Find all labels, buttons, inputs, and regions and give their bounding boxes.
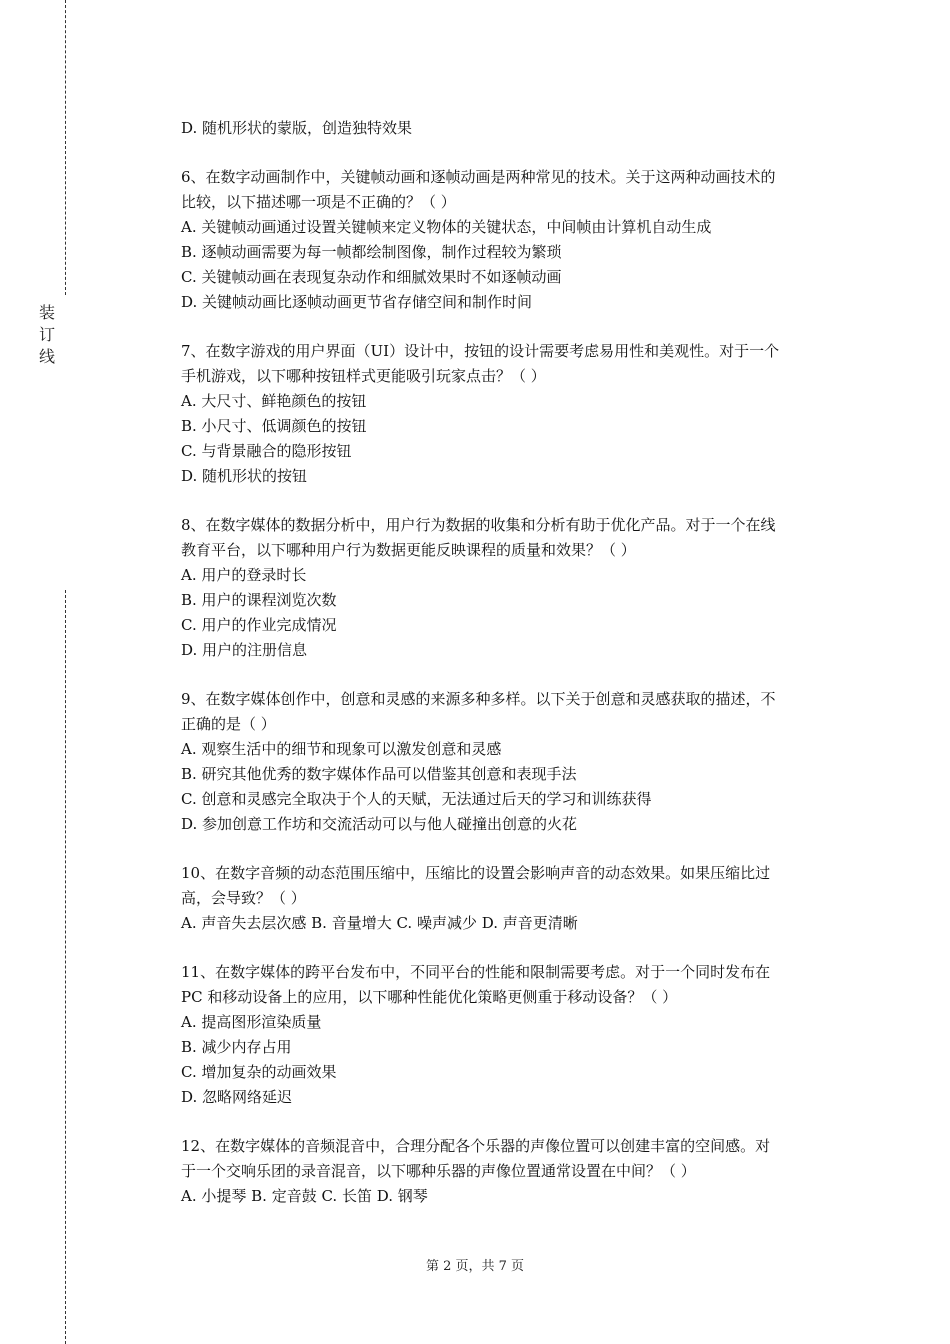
option-a: A. 提高图形渲染质量 [181, 1013, 322, 1031]
option-c: C. 增加复杂的动画效果 [181, 1063, 337, 1081]
binding-label-char: 订 [38, 325, 55, 344]
question-stem: 教育平台，以下哪种用户行为数据更能反映课程的质量和效果？（ ） [181, 541, 636, 559]
question-9 [181, 687, 841, 837]
question-stem: 11、在数字媒体的跨平台发布中，不同平台的性能和限制需要考虑。对于一个同时发布在 [181, 963, 771, 981]
option-a: A. 用户的登录时长 [181, 566, 307, 584]
binding-dashed-line-bottom [65, 590, 66, 1344]
question-12 [181, 1134, 841, 1209]
option-d: D. 随机形状的按钮 [181, 467, 308, 485]
exam-content [181, 116, 841, 1209]
option-b: B. 小尺寸、低调颜色的按钮 [181, 417, 367, 435]
option-d: D. 参加创意工作坊和交流活动可以与他人碰撞出创意的火花 [181, 815, 578, 833]
question-stem: 10、在数字音频的动态范围压缩中，压缩比的设置会影响声音的动态效果。如果压缩比过 [181, 864, 771, 882]
question-7 [181, 339, 841, 489]
option-b: B. 减少内存占用 [181, 1038, 292, 1056]
question-stem: 正确的是（ ） [181, 715, 276, 733]
question-stem: 于一个交响乐团的录音混音，以下哪种乐器的声像位置通常设置在中间？（ ） [181, 1162, 696, 1180]
binding-label-char: 装 [38, 303, 55, 322]
question-stem: 9、在数字媒体创作中，创意和灵感的来源多种多样。以下关于创意和灵感获取的描述，不 [181, 690, 776, 708]
options-inline: A. 小提琴 B. 定音鼓 C. 长笛 D. 钢琴 [181, 1187, 428, 1205]
question-stem: 比较，以下描述哪一项是不正确的？（ ） [181, 193, 456, 211]
option-c: C. 关键帧动画在表现复杂动作和细腻效果时不如逐帧动画 [181, 268, 562, 286]
carryover-option: D. 随机形状的蒙版，创造独特效果 [181, 119, 413, 137]
binding-label-char: 线 [38, 347, 55, 366]
option-d: D. 关键帧动画比逐帧动画更节省存储空间和制作时间 [181, 293, 533, 311]
question-stem: PC 和移动设备上的应用，以下哪种性能优化策略更侧重于移动设备？（ ） [181, 988, 678, 1006]
options-inline: A. 声音失去层次感 B. 音量增大 C. 噪声减少 D. 声音更清晰 [181, 914, 578, 932]
question-stem: 6、在数字动画制作中，关键帧动画和逐帧动画是两种常见的技术。关于这两种动画技术的 [181, 168, 776, 186]
option-b: B. 研究其他优秀的数字媒体作品可以借鉴其创意和表现手法 [181, 765, 577, 783]
question-11 [181, 960, 841, 1110]
option-a: A. 观察生活中的细节和现象可以激发创意和灵感 [181, 740, 502, 758]
option-c: C. 创意和灵感完全取决于个人的天赋，无法通过后天的学习和训练获得 [181, 790, 652, 808]
binding-dashed-line-top [65, 0, 66, 295]
option-c: C. 与背景融合的隐形按钮 [181, 442, 352, 460]
question-stem: 12、在数字媒体的音频混音中，合理分配各个乐器的声像位置可以创建丰富的空间感。对 [181, 1137, 771, 1155]
option-b: B. 用户的课程浏览次数 [181, 591, 337, 609]
question-stem: 手机游戏，以下哪种按钮样式更能吸引玩家点击？（ ） [181, 367, 546, 385]
question-stem: 8、在数字媒体的数据分析中，用户行为数据的收集和分析有助于优化产品。对于一个在线 [181, 516, 776, 534]
page-footer: 第 2 页，共 7 页 [425, 1259, 525, 1274]
question-stem: 高，会导致？（ ） [181, 889, 306, 907]
option-d: D. 忽略网络延迟 [181, 1088, 293, 1106]
binding-label [37, 302, 57, 368]
option-d: D. 用户的注册信息 [181, 641, 308, 659]
question-6 [181, 165, 841, 315]
option-a: A. 关键帧动画通过设置关键帧来定义物体的关键状态，中间帧由计算机自动生成 [181, 218, 712, 236]
option-a: A. 大尺寸、鲜艳颜色的按钮 [181, 392, 367, 410]
option-b: B. 逐帧动画需要为每一帧都绘制图像，制作过程较为繁琐 [181, 243, 562, 261]
question-10 [181, 861, 841, 936]
question-stem: 7、在数字游戏的用户界面（UI）设计中，按钮的设计需要考虑易用性和美观性。对于一个 [181, 342, 780, 360]
question-8 [181, 513, 841, 663]
option-c: C. 用户的作业完成情况 [181, 616, 337, 634]
